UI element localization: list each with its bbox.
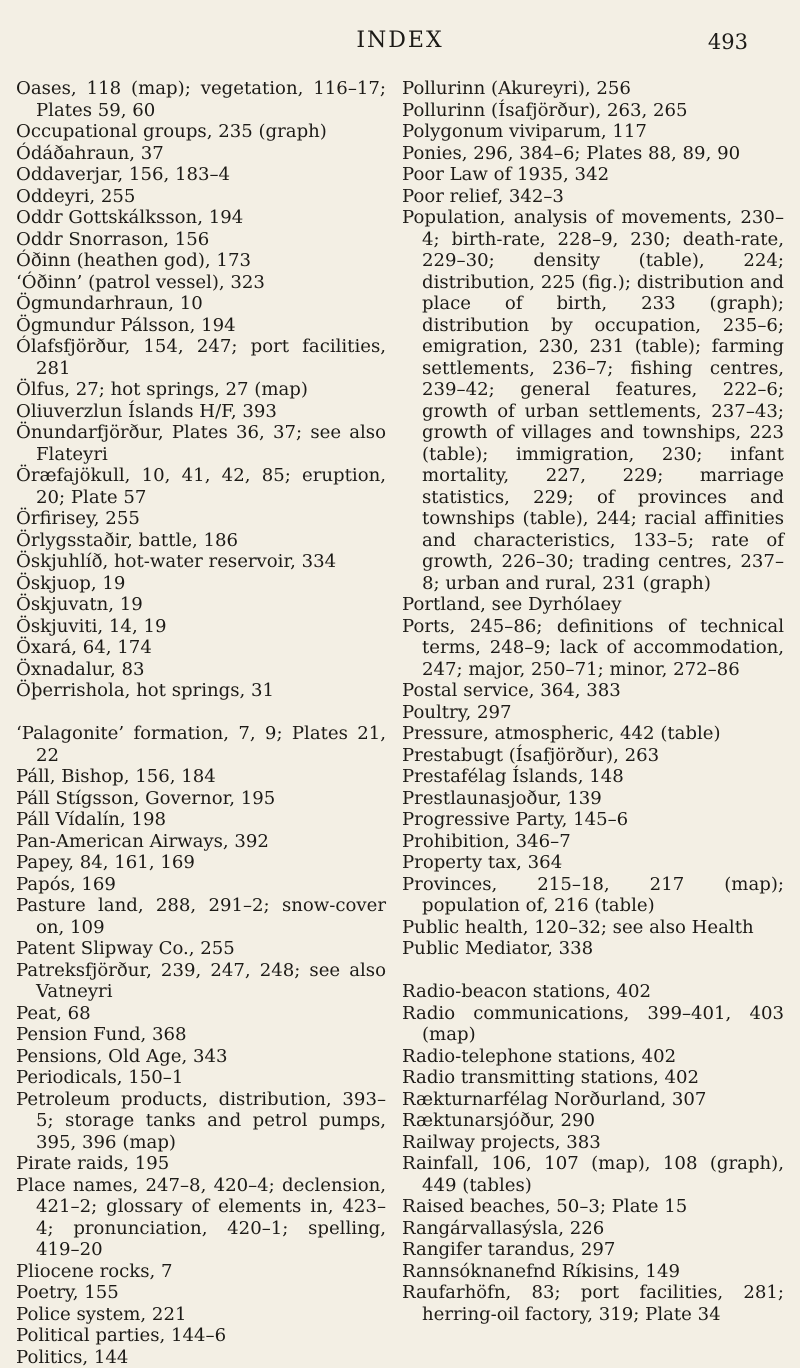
- index-entry: Property tax, 364: [402, 852, 784, 874]
- index-entry: Öskjuhlíð, hot-water reservoir, 334: [16, 551, 386, 573]
- index-entry: Ports, 245–86; definitions of technical terms, 248–9; lack of accommodation, 247; major, 250–71; minor, 272–86: [402, 616, 784, 681]
- right-column: [402, 78, 784, 1325]
- index-entry: Poultry, 297: [402, 702, 784, 724]
- index-entry: ‘Palagonite’ formation, 7, 9; Plates 21, 22: [16, 723, 386, 766]
- index-entry: Pirate raids, 195: [16, 1153, 386, 1175]
- index-entry: Patent Slipway Co., 255: [16, 938, 386, 960]
- index-entry: Páll Stígsson, Governor, 195: [16, 788, 386, 810]
- index-entry: Raufarhöfn, 83; port facilities, 281; herring-oil factory, 319; Plate 34: [402, 1282, 784, 1325]
- index-entry: Oddr Snorrason, 156: [16, 229, 386, 251]
- index-entry: Radio-beacon stations, 402: [402, 981, 784, 1003]
- index-entry: Ögmundur Pálsson, 194: [16, 315, 386, 337]
- left-column: [16, 78, 386, 1368]
- index-entry: Polygonum viviparum, 117: [402, 121, 784, 143]
- index-entry: Politics, 144: [16, 1347, 386, 1368]
- index-entry: Progressive Party, 145–6: [402, 809, 784, 831]
- index-entry: Occupational groups, 235 (graph): [16, 121, 386, 143]
- index-entry: Oases, 118 (map); vegetation, 116–17; Plates 59, 60: [16, 78, 386, 121]
- index-entry: Place names, 247–8, 420–4; declension, 421–2; glossary of elements in, 423–4; pronunciation, 420–1; spelling, 419–20: [16, 1175, 386, 1261]
- index-entry: Öxará, 64, 174: [16, 637, 386, 659]
- index-entry: Patreksfjörður, 239, 247, 248; see also Vatneyri: [16, 960, 386, 1003]
- index-entry: Ögmundarhraun, 10: [16, 293, 386, 315]
- index-entry: Radio transmitting stations, 402: [402, 1067, 784, 1089]
- index-entry: Ölfus, 27; hot springs, 27 (map): [16, 379, 386, 401]
- index-entry: Oddaverjar, 156, 183–4: [16, 164, 386, 186]
- index-entry: Peat, 68: [16, 1003, 386, 1025]
- index-entry: Papós, 169: [16, 874, 386, 896]
- index-entry: Public Mediator, 338: [402, 938, 784, 960]
- index-entry: Postal service, 364, 383: [402, 680, 784, 702]
- index-entry: Poor relief, 342–3: [402, 186, 784, 208]
- index-entry: Raised beaches, 50–3; Plate 15: [402, 1196, 784, 1218]
- index-entry: Railway projects, 383: [402, 1132, 784, 1154]
- index-entry: Pliocene rocks, 7: [16, 1261, 386, 1283]
- index-entry: Ponies, 296, 384–6; Plates 88, 89, 90: [402, 143, 784, 165]
- index-entry: Radio communications, 399–401, 403 (map): [402, 1003, 784, 1046]
- index-entry: Oliuverzlun Íslands H/F, 393: [16, 401, 386, 423]
- index-entry: Önundarfjörður, Plates 36, 37; see also Flateyri: [16, 422, 386, 465]
- index-entry: Rannsóknanefnd Ríkisins, 149: [402, 1261, 784, 1283]
- index-entry: Oddr Gottskálksson, 194: [16, 207, 386, 229]
- index-entry: Pan-American Airways, 392: [16, 831, 386, 853]
- index-title: INDEX: [0, 28, 800, 53]
- index-entry: Rangárvallasýsla, 226: [402, 1218, 784, 1240]
- index-entry: Öskjuviti, 14, 19: [16, 616, 386, 638]
- index-entry: Páll, Bishop, 156, 184: [16, 766, 386, 788]
- page-header: [0, 28, 800, 68]
- index-entry: Population, analysis of movements, 230–4; birth-rate, 228–9, 230; death-rate, 229–30; density (table), 224; distribution, 225 (fig.); distribution and place of birth, 233 (graph); distribution by occupation, 235–6; emigration, 230, 231 (table); farming settlements, 236–7; fishing centres, 239–42; general features, 222–6; growth of urban settlements, 237–43; growth of villages and townships, 223 (table); immigration, 230; infant mortality, 227, 229; marriage statistics, 229; of provinces and townships (table), 244; racial affinities and characteristics, 133–5; rate of growth, 226–30; trading centres, 237–8; urban and rural, 231 (graph): [402, 207, 784, 594]
- index-entry: Prohibition, 346–7: [402, 831, 784, 853]
- index-entry: Ódáðahraun, 37: [16, 143, 386, 165]
- index-entry: Pollurinn (Akureyri), 256: [402, 78, 784, 100]
- index-entry: Radio-telephone stations, 402: [402, 1046, 784, 1068]
- index-entry: Óðinn (heathen god), 173: [16, 250, 386, 272]
- index-entry: Páll Vídalín, 198: [16, 809, 386, 831]
- index-entry: Police system, 221: [16, 1304, 386, 1326]
- index-entry: Provinces, 215–18, 217 (map); population of, 216 (table): [402, 874, 784, 917]
- index-entry: Portland, see Dyrhólaey: [402, 594, 784, 616]
- index-entry: Prestlaunasjoður, 139: [402, 788, 784, 810]
- index-entry: Öþerrishola, hot springs, 31: [16, 680, 386, 702]
- index-entry: Periodicals, 150–1: [16, 1067, 386, 1089]
- index-entry: Pension Fund, 368: [16, 1024, 386, 1046]
- index-entry: Poor Law of 1935, 342: [402, 164, 784, 186]
- index-entry: Rainfall, 106, 107 (map), 108 (graph), 449 (tables): [402, 1153, 784, 1196]
- section-gap: [402, 960, 784, 982]
- index-entry: Rangifer tarandus, 297: [402, 1239, 784, 1261]
- index-entry: Rækturnarfélag Norðurland, 307: [402, 1089, 784, 1111]
- index-entry: Oddeyri, 255: [16, 186, 386, 208]
- index-entry: Public health, 120–32; see also Health: [402, 917, 784, 939]
- index-entry: Prestafélag Íslands, 148: [402, 766, 784, 788]
- index-entry: Öxnadalur, 83: [16, 659, 386, 681]
- index-entry: Poetry, 155: [16, 1282, 386, 1304]
- index-entry: Pollurinn (Ísafjörður), 263, 265: [402, 100, 784, 122]
- index-entry: Öskjuop, 19: [16, 573, 386, 595]
- index-entry: Pasture land, 288, 291–2; snow-cover on, 109: [16, 895, 386, 938]
- index-entry: Political parties, 144–6: [16, 1325, 386, 1347]
- index-entry: Örfirisey, 255: [16, 508, 386, 530]
- index-entry: Ræktunarsjóður, 290: [402, 1110, 784, 1132]
- index-entry: Örlygsstaðir, battle, 186: [16, 530, 386, 552]
- index-entry: Ólafsfjörður, 154, 247; port facilities, 281: [16, 336, 386, 379]
- index-entry: Prestabugt (Ísafjörður), 263: [402, 745, 784, 767]
- page-number: 493: [708, 30, 748, 54]
- index-entry: Petroleum products, distribution, 393–5; storage tanks and petrol pumps, 395, 396 (map): [16, 1089, 386, 1154]
- index-entry: Öskjuvatn, 19: [16, 594, 386, 616]
- index-entry: Pensions, Old Age, 343: [16, 1046, 386, 1068]
- index-entry: ‘Óðinn’ (patrol vessel), 323: [16, 272, 386, 294]
- index-entry: Pressure, atmospheric, 442 (table): [402, 723, 784, 745]
- index-entry: Papey, 84, 161, 169: [16, 852, 386, 874]
- index-entry: Öræfajökull, 10, 41, 42, 85; eruption, 20; Plate 57: [16, 465, 386, 508]
- section-gap: [16, 702, 386, 724]
